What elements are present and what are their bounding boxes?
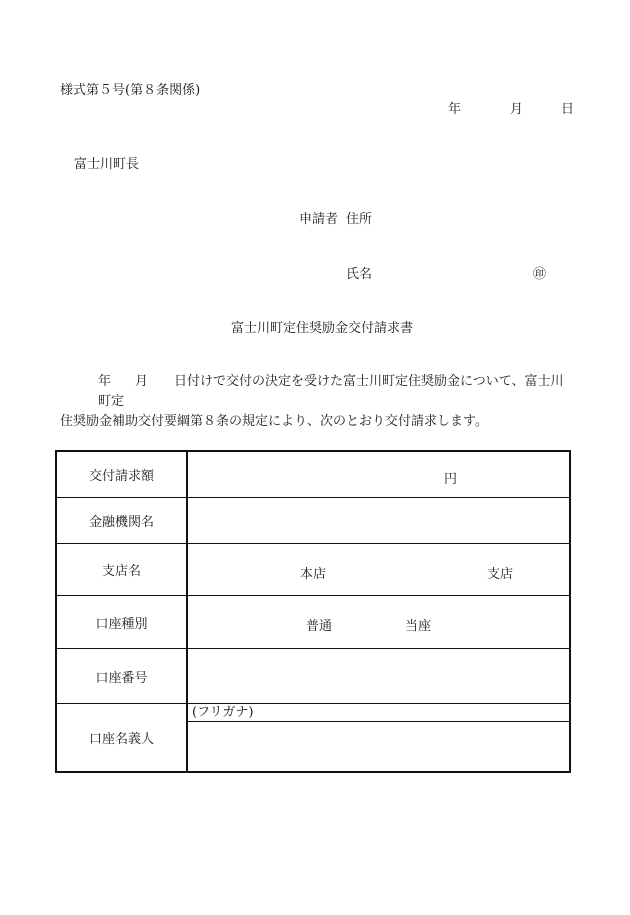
account-number-field[interactable] bbox=[187, 649, 570, 704]
account-holder-field[interactable] bbox=[187, 704, 570, 772]
document-title: 富士川町定住奨励金交付請求書 bbox=[231, 321, 414, 336]
main-branch-option[interactable]: 本店 bbox=[300, 567, 327, 582]
branch-label: 支店名 bbox=[56, 544, 187, 596]
table-row bbox=[56, 704, 570, 772]
body-line1-rest: 日付けで交付の決定を受けた富士川町定住奨励金について、富士川町定 bbox=[98, 374, 564, 409]
date-month-label: 月 bbox=[510, 102, 524, 117]
bank-name-label: 金融機関名 bbox=[56, 498, 187, 544]
account-holder-label: 口座名義人 bbox=[56, 704, 187, 772]
body-year: 年 bbox=[98, 374, 112, 389]
seal-mark: ㊞ bbox=[533, 267, 547, 282]
account-type-field[interactable] bbox=[187, 596, 570, 649]
table-row bbox=[56, 596, 570, 649]
table-row bbox=[56, 451, 570, 498]
bank-name-field[interactable] bbox=[187, 498, 570, 544]
table-row bbox=[56, 649, 570, 704]
addressee: 富士川町長 bbox=[74, 157, 140, 172]
account-number-label: 口座番号 bbox=[56, 649, 187, 704]
address-label: 住所 bbox=[346, 212, 373, 227]
date-year-label: 年 bbox=[448, 102, 462, 117]
branch-option[interactable]: 支店 bbox=[487, 567, 514, 582]
table-row bbox=[56, 498, 570, 544]
body-line2: 住奨励金補助交付要綱第８条の規定により、次のとおり交付請求します。 bbox=[60, 414, 488, 429]
amount-field[interactable] bbox=[187, 451, 570, 498]
checking-option[interactable]: 当座 bbox=[405, 619, 432, 634]
amount-label: 交付請求額 bbox=[56, 451, 187, 498]
body-month: 月 bbox=[135, 374, 149, 389]
branch-field[interactable] bbox=[187, 544, 570, 596]
furigana-label: (フリガナ) bbox=[188, 704, 569, 722]
date-day-label: 日 bbox=[561, 102, 575, 117]
applicant-label: 申請者 bbox=[299, 212, 339, 227]
yen-unit: 円 bbox=[444, 472, 458, 487]
body-paragraph bbox=[60, 372, 574, 432]
name-label: 氏名 bbox=[346, 267, 373, 282]
account-type-label: 口座種別 bbox=[56, 596, 187, 649]
request-form-table bbox=[55, 450, 571, 773]
form-number: 様式第５号(第８条関係) bbox=[60, 83, 201, 98]
ordinary-option[interactable]: 普通 bbox=[306, 619, 333, 634]
table-row bbox=[56, 544, 570, 596]
